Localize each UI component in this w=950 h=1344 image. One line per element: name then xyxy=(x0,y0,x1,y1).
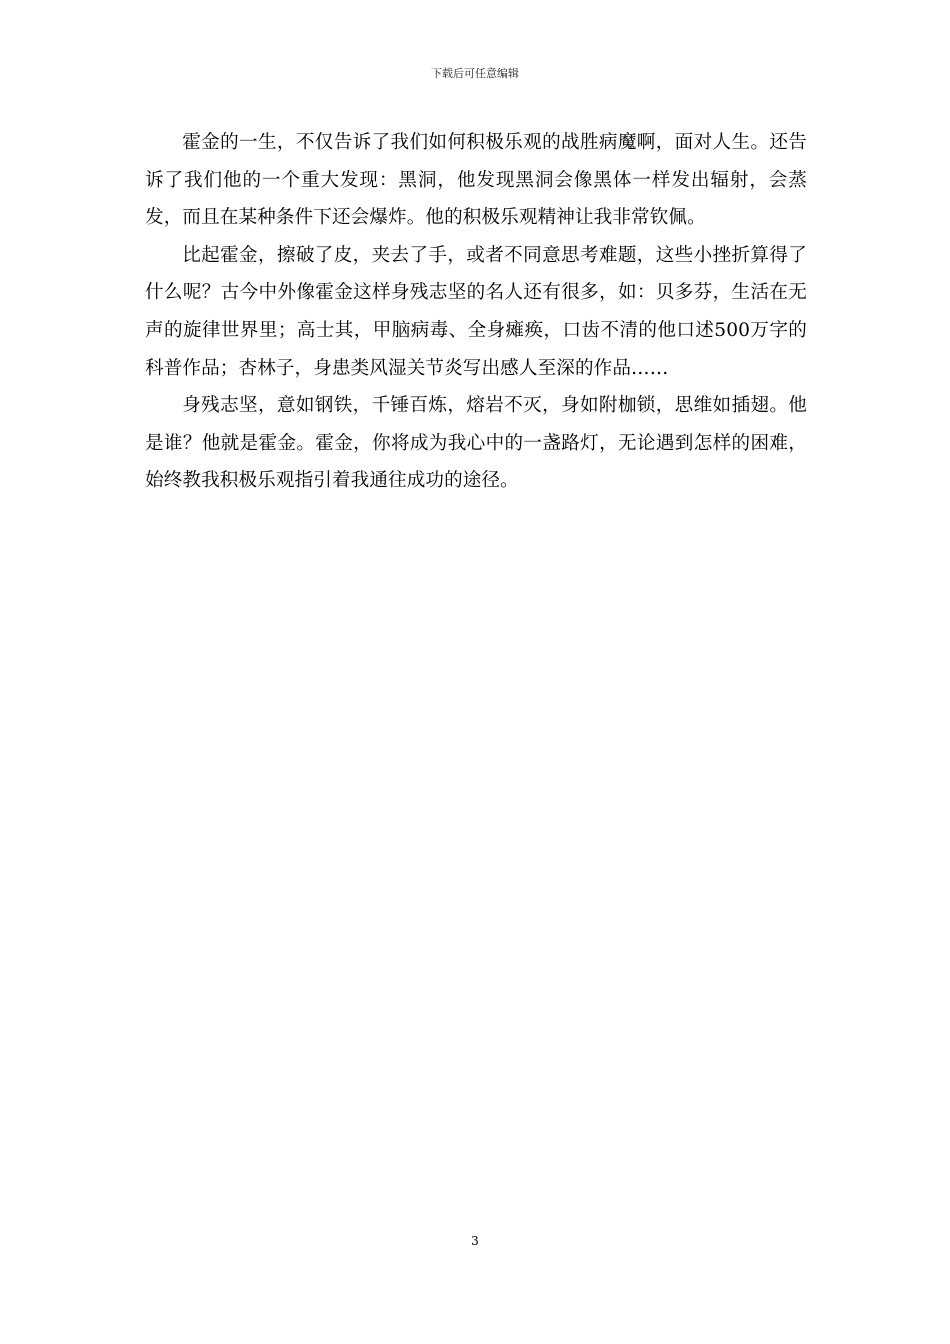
paragraph-1: 霍金的一生，不仅告诉了我们如何积极乐观的战胜病魔啊，面对人生。还告诉了我们他的一个重大发现：黑洞，他发现黑洞会像黑体一样发出辐射，会蒸发，而且在某种条件下还会爆炸。他的积极乐观精神让我非常钦佩。 xyxy=(145,132,807,229)
page-header: 下载后可任意编辑 xyxy=(431,67,519,80)
page-number: 3 xyxy=(471,1234,479,1248)
paragraph-3: 身残志坚，意如钢铁，千锤百炼，熔岩不灭，身如附枷锁，思维如插翅。他是谁？他就是霍金。霍金，你将成为我心中的一盏路灯，无论遇到怎样的困难，始终教我积极乐观指引着我通往成功的途径。 xyxy=(145,395,807,492)
paragraph-2: 比起霍金，擦破了皮，夹去了手，或者不同意思考难题，这些小挫折算得了什么呢？古今中外像霍金这样身残志坚的名人还有很多，如：贝多芬，生活在无声的旋律世界里；高士其，甲脑病毒、全身瘫痪，口齿不清的他口述500万字的科普作品；杏林子，身患类风湿关节炎写出感人至深的作品…… xyxy=(145,244,807,379)
document-body xyxy=(145,124,807,500)
